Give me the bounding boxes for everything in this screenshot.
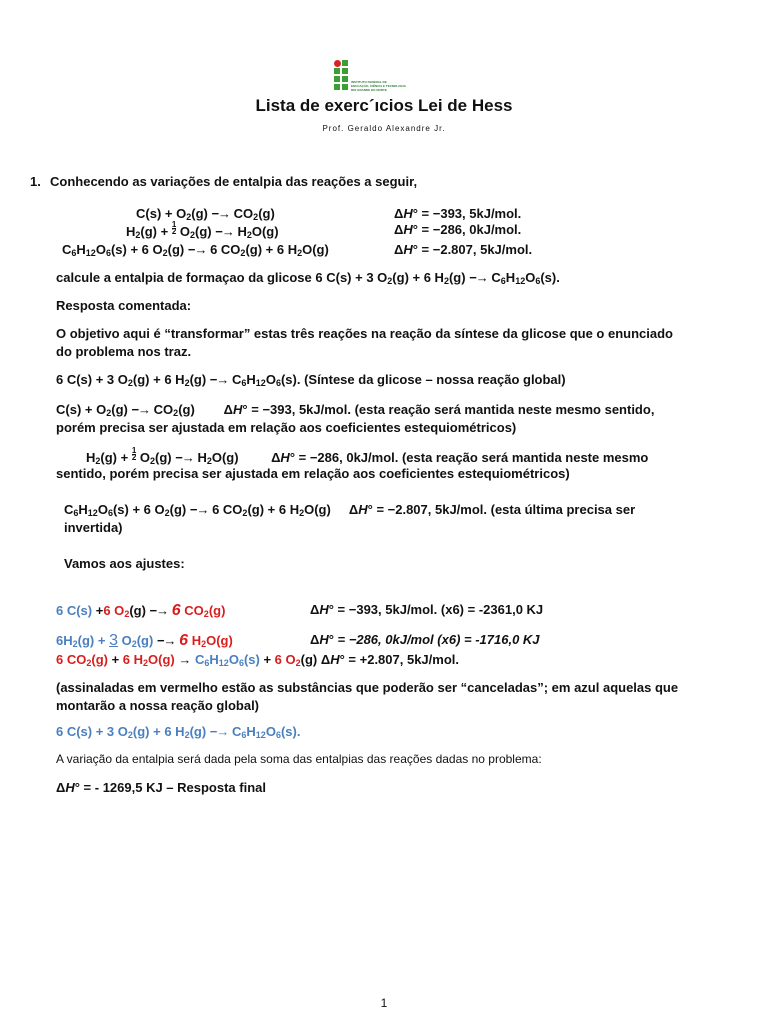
equation-2: $H_2(g)$ + $\frac{1}{2}$ $O_2(g) -\to H_2O(g)$ <box>126 220 279 240</box>
assinaladas-line-2: montarão a nossa reação global) <box>56 698 260 713</box>
ajustes-label: Vamos aos ajustes: <box>64 556 185 571</box>
adjusted-reaction-2-enthalpy: ΔH° = −286, 0kJ/mol (x6) = -1716,0 KJ <box>310 632 540 647</box>
reaction-3-comment: $C_6H_{12}O_6(s) + 6$ $O_2(g) -\to 6$ $CO_2(g) + 6$ $H_2O(g)$ ΔH° = −2.807, 5kJ/mol. (esta última precisa ser <box>64 502 636 518</box>
author: Prof. Geraldo Alexandre Jr. <box>322 124 446 133</box>
question-number: 1. <box>30 174 41 189</box>
page-title: Lista de exerc´ıcios Lei de Hess <box>255 96 513 115</box>
reaction-2-comment: $H_2(g)$ + $\frac{1}{2}$ $O_2(g) -\to H_2O(g)$ ΔH° = −286, 0kJ/mol. (esta reação será mantida neste mesmo <box>86 446 649 466</box>
reaction-3-comment-2: invertida) <box>64 520 123 535</box>
adjusted-reaction-1: 6 C(s) +6 $O_2(g) -\to 6$ $CO_2(g)$ <box>56 602 226 619</box>
equation-1: $C(s) + O_2(g) -\to CO_2(g)$ <box>136 206 275 222</box>
logo-red-dot <box>334 60 341 67</box>
reaction-1-comment-2: porém precisa ser ajustada em relação aos coeficientes estequiométricos) <box>56 420 517 435</box>
global-reaction: 6 C(s) + 3 $O_2(g) + 6$ $H_2(g) -\to C_6H_{12}O_6(s)$. (Síntese da glicose – nossa reação global) <box>56 372 566 388</box>
assinaladas-line-1: (assinaladas em vermelho estão as substâncias que poderão ser “canceladas”; em azul aquelas que <box>56 680 679 695</box>
adjusted-reaction-3: 6 $CO_2(g) + 6$ $H_2O(g) \to C_6H_{12}O_6(s) + 6$ $O_2(g) \Delta H^\circ = +2.807$, 5kJ/mol. <box>56 652 460 668</box>
final-answer: ΔH° = - 1269,5 KJ – Resposta final <box>56 780 266 795</box>
objetivo-line-1: O objetivo aqui é “transformar” estas três reações na reação da síntese da glicose que o enunciado <box>56 326 673 341</box>
adjusted-reaction-2: $6H_2(g) + 3$ $O_2(g) -\to 6$ $H_2O(g)$ <box>56 632 233 649</box>
soma-text: A variação da entalpia será dada pela soma das entalpias das reações dadas no problema: <box>56 752 542 766</box>
logo-text-3: RIO GRANDE DO NORTE <box>351 88 387 92</box>
resposta-label: Resposta comentada: <box>56 298 192 313</box>
adjusted-reaction-1-enthalpy: ΔH° = −393, 5kJ/mol. (x6) = -2361,0 KJ <box>310 602 544 617</box>
question-intro: Conhecendo as variações de entalpia das reações a seguir, <box>50 174 418 189</box>
reaction-1-comment: $C(s) + O_2(g) -\to CO_2(g)$ ΔH° = −393, 5kJ/mol. (esta reação será mantida neste mesmo sentido, <box>56 402 655 418</box>
objetivo-line-2: do problema nos traz. <box>56 344 192 359</box>
institution-logo <box>334 60 406 96</box>
logo-text-2: EDUCAÇÃO, CIÊNCIA E TECNOLOGIA <box>351 84 406 88</box>
global-reaction-blue: 6 C(s) + 3 $O_2(g) + 6$ $H_2(g) -\to C_6H_{12}O_6(s)$. <box>56 724 301 740</box>
equation-2-enthalpy: ΔH° = −286, 0kJ/mol. <box>394 222 522 237</box>
calc-instruction: calcule a entalpia de formaçao da glicose 6 C(s) + 3 $O_2(g) + 6$ $H_2(g) -\to C_6H_{12}O_6(s)$. <box>56 270 560 286</box>
reaction-2-comment-2: sentido, porém precisa ser ajustada em relação aos coeficientes estequiométricos) <box>56 466 570 481</box>
equation-3-enthalpy: ΔH° = −2.807, 5kJ/mol. <box>394 242 533 257</box>
page-number: 1 <box>380 996 388 1010</box>
logo-text-1: INSTITUTO FEDERAL DE <box>351 80 387 84</box>
equation-3: $C_6H_{12}O_6(s) + 6$ $O_2(g) -\to 6$ $CO_2(g) + 6$ $H_2O(g)$ <box>62 242 329 258</box>
equation-1-enthalpy: ΔH° = −393, 5kJ/mol. <box>394 206 522 221</box>
